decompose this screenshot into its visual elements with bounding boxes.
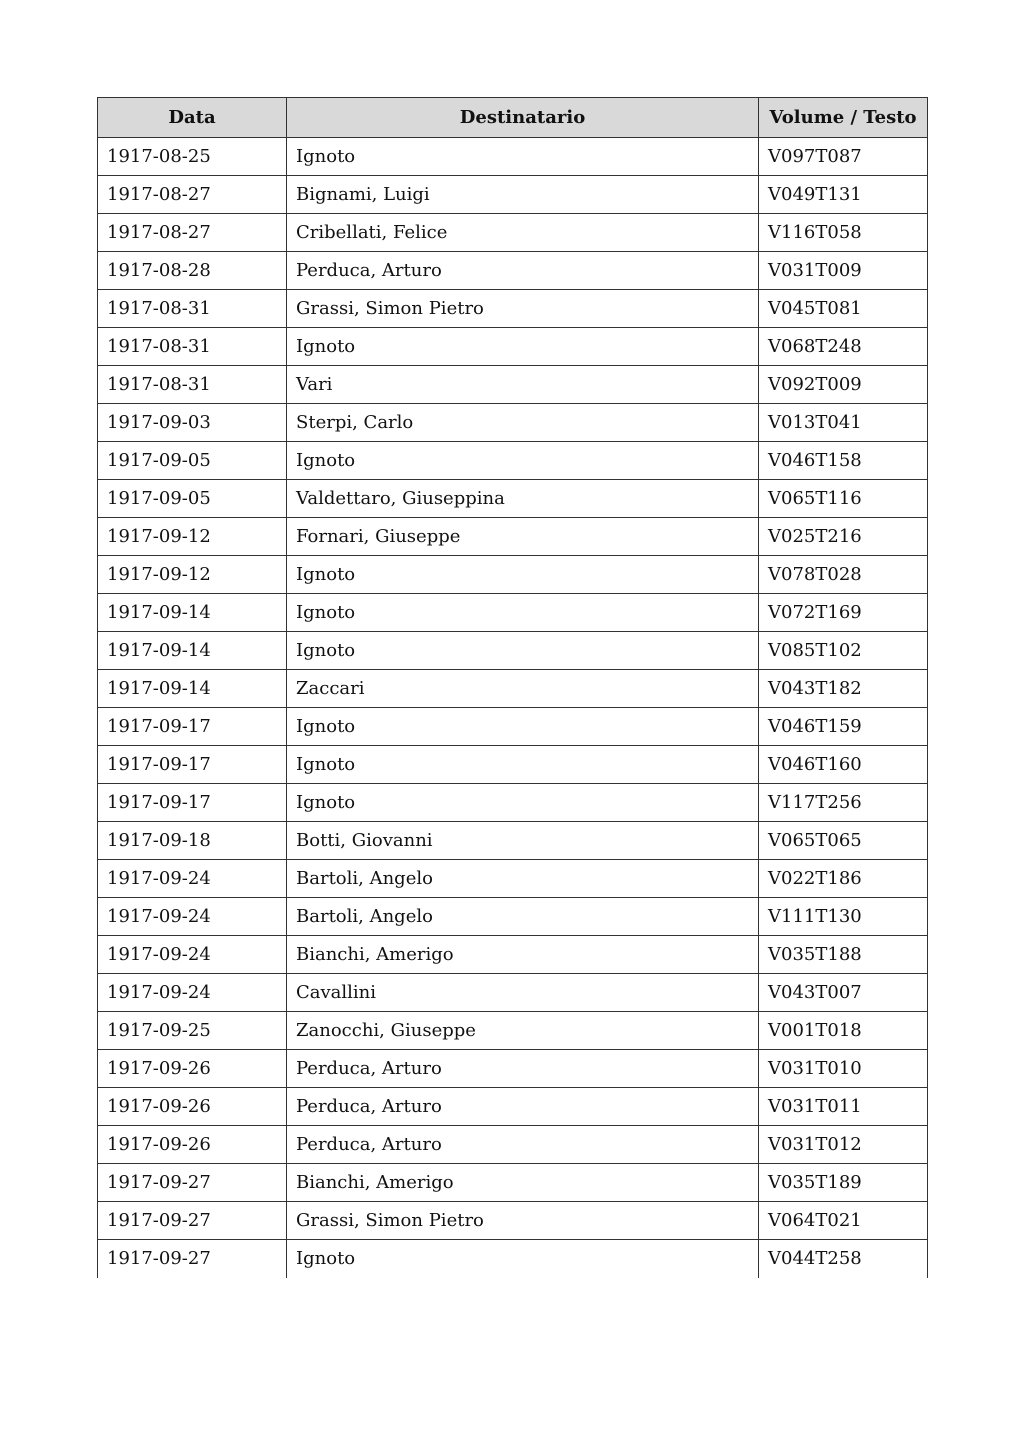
table-row (98, 214, 928, 252)
header-row (98, 98, 928, 138)
cell-volume-text: V043T182 (759, 670, 928, 708)
cell-date: 1917-08-28 (98, 252, 287, 290)
cell-volume-text: V078T028 (759, 556, 928, 594)
cell-date: 1917-09-14 (98, 594, 287, 632)
cell-volume-text: V092T009 (759, 366, 928, 404)
cell-date: 1917-09-25 (98, 1012, 287, 1050)
table-row (98, 1088, 928, 1126)
cell-recipient: Bignami, Luigi (287, 176, 759, 214)
table-row (98, 328, 928, 366)
cell-volume-text: V031T010 (759, 1050, 928, 1088)
cell-date: 1917-09-17 (98, 784, 287, 822)
table-row (98, 670, 928, 708)
cell-date: 1917-09-24 (98, 936, 287, 974)
header-volume-text: Volume / Testo (759, 98, 928, 138)
cell-volume-text: V035T189 (759, 1164, 928, 1202)
cell-recipient: Perduca, Arturo (287, 252, 759, 290)
cell-date: 1917-09-24 (98, 860, 287, 898)
cell-volume-text: V045T081 (759, 290, 928, 328)
table-row (98, 1012, 928, 1050)
table-row (98, 480, 928, 518)
table-row (98, 632, 928, 670)
cell-volume-text: V046T160 (759, 746, 928, 784)
cell-recipient: Bartoli, Angelo (287, 898, 759, 936)
table-row (98, 1126, 928, 1164)
cell-date: 1917-09-14 (98, 670, 287, 708)
table-body (98, 138, 928, 1278)
cell-recipient: Ignoto (287, 594, 759, 632)
cell-recipient: Perduca, Arturo (287, 1050, 759, 1088)
table-row (98, 594, 928, 632)
header-recipient: Destinatario (287, 98, 759, 138)
table-row (98, 1164, 928, 1202)
cell-date: 1917-09-27 (98, 1202, 287, 1240)
cell-volume-text: V065T065 (759, 822, 928, 860)
table-row (98, 936, 928, 974)
cell-date: 1917-09-18 (98, 822, 287, 860)
cell-recipient: Grassi, Simon Pietro (287, 1202, 759, 1240)
table-row (98, 442, 928, 480)
cell-volume-text: V044T258 (759, 1240, 928, 1278)
cell-volume-text: V022T186 (759, 860, 928, 898)
cell-date: 1917-08-25 (98, 138, 287, 176)
cell-recipient: Cribellati, Felice (287, 214, 759, 252)
cell-volume-text: V072T169 (759, 594, 928, 632)
cell-date: 1917-09-24 (98, 974, 287, 1012)
cell-date: 1917-09-27 (98, 1164, 287, 1202)
table-row (98, 252, 928, 290)
cell-volume-text: V046T159 (759, 708, 928, 746)
cell-recipient: Ignoto (287, 1240, 759, 1278)
cell-recipient: Vari (287, 366, 759, 404)
table-row (98, 176, 928, 214)
table-row (98, 860, 928, 898)
cell-date: 1917-08-31 (98, 328, 287, 366)
cell-date: 1917-09-26 (98, 1050, 287, 1088)
cell-date: 1917-09-14 (98, 632, 287, 670)
cell-recipient: Ignoto (287, 632, 759, 670)
cell-recipient: Valdettaro, Giuseppina (287, 480, 759, 518)
cell-recipient: Bartoli, Angelo (287, 860, 759, 898)
table-row (98, 746, 928, 784)
cell-volume-text: V049T131 (759, 176, 928, 214)
cell-recipient: Ignoto (287, 138, 759, 176)
cell-recipient: Bianchi, Amerigo (287, 936, 759, 974)
cell-recipient: Ignoto (287, 442, 759, 480)
cell-date: 1917-08-31 (98, 366, 287, 404)
letters-table (97, 97, 928, 1278)
cell-date: 1917-09-27 (98, 1240, 287, 1278)
table-row (98, 556, 928, 594)
table-row (98, 822, 928, 860)
table-row (98, 138, 928, 176)
table-row (98, 518, 928, 556)
table-row (98, 1240, 928, 1278)
cell-volume-text: V117T256 (759, 784, 928, 822)
cell-date: 1917-09-05 (98, 480, 287, 518)
cell-recipient: Perduca, Arturo (287, 1088, 759, 1126)
table-row (98, 898, 928, 936)
cell-volume-text: V031T011 (759, 1088, 928, 1126)
header-date: Data (98, 98, 287, 138)
cell-volume-text: V065T116 (759, 480, 928, 518)
cell-volume-text: V013T041 (759, 404, 928, 442)
table-row (98, 1050, 928, 1088)
cell-date: 1917-09-03 (98, 404, 287, 442)
cell-recipient: Ignoto (287, 784, 759, 822)
table-row (98, 784, 928, 822)
table-row (98, 708, 928, 746)
table-header (98, 98, 928, 138)
cell-date: 1917-09-12 (98, 556, 287, 594)
cell-date: 1917-08-27 (98, 176, 287, 214)
table-row (98, 974, 928, 1012)
cell-date: 1917-09-26 (98, 1126, 287, 1164)
cell-volume-text: V043T007 (759, 974, 928, 1012)
cell-date: 1917-09-17 (98, 746, 287, 784)
cell-volume-text: V097T087 (759, 138, 928, 176)
cell-recipient: Ignoto (287, 746, 759, 784)
table-row (98, 1202, 928, 1240)
cell-date: 1917-09-26 (98, 1088, 287, 1126)
table-row (98, 404, 928, 442)
cell-date: 1917-09-05 (98, 442, 287, 480)
cell-volume-text: V085T102 (759, 632, 928, 670)
cell-volume-text: V035T188 (759, 936, 928, 974)
cell-volume-text: V116T058 (759, 214, 928, 252)
cell-volume-text: V064T021 (759, 1202, 928, 1240)
cell-date: 1917-09-12 (98, 518, 287, 556)
table-row (98, 290, 928, 328)
cell-volume-text: V068T248 (759, 328, 928, 366)
cell-date: 1917-09-24 (98, 898, 287, 936)
cell-recipient: Botti, Giovanni (287, 822, 759, 860)
cell-volume-text: V001T018 (759, 1012, 928, 1050)
cell-recipient: Cavallini (287, 974, 759, 1012)
cell-volume-text: V046T158 (759, 442, 928, 480)
cell-recipient: Fornari, Giuseppe (287, 518, 759, 556)
cell-recipient: Bianchi, Amerigo (287, 1164, 759, 1202)
cell-date: 1917-08-27 (98, 214, 287, 252)
cell-recipient: Ignoto (287, 708, 759, 746)
cell-recipient: Sterpi, Carlo (287, 404, 759, 442)
cell-date: 1917-08-31 (98, 290, 287, 328)
cell-volume-text: V031T009 (759, 252, 928, 290)
cell-recipient: Zanocchi, Giuseppe (287, 1012, 759, 1050)
cell-volume-text: V111T130 (759, 898, 928, 936)
cell-date: 1917-09-17 (98, 708, 287, 746)
cell-recipient: Perduca, Arturo (287, 1126, 759, 1164)
cell-recipient: Ignoto (287, 556, 759, 594)
cell-recipient: Grassi, Simon Pietro (287, 290, 759, 328)
cell-recipient: Zaccari (287, 670, 759, 708)
cell-recipient: Ignoto (287, 328, 759, 366)
table-row (98, 366, 928, 404)
cell-volume-text: V025T216 (759, 518, 928, 556)
cell-volume-text: V031T012 (759, 1126, 928, 1164)
